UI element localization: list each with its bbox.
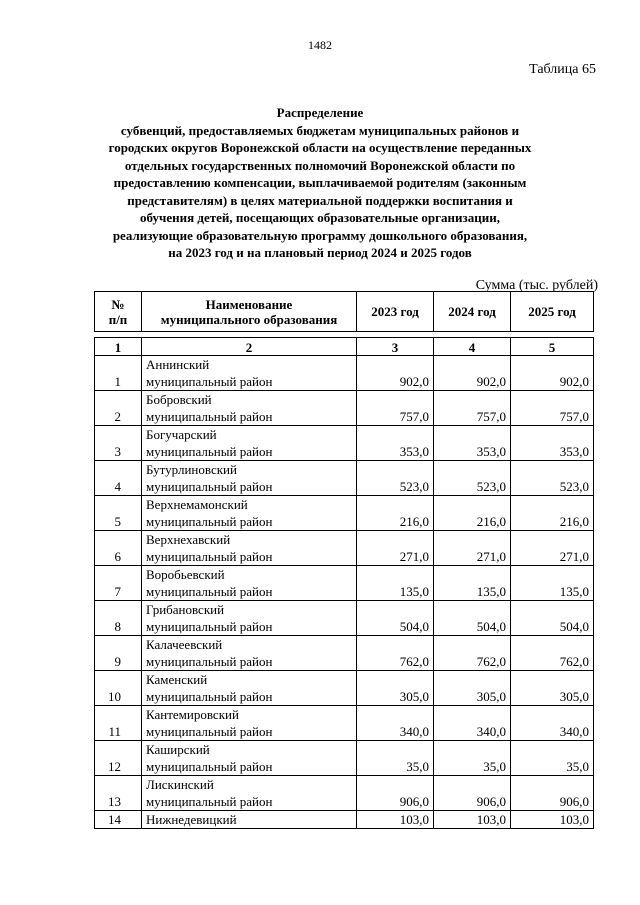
amount-2024: 340,0 — [434, 706, 511, 741]
amount-2025: 135,0 — [511, 566, 594, 601]
municipality-name-line2: муниципальный район — [146, 514, 273, 529]
amount-2025: 35,0 — [511, 741, 594, 776]
amount-2023: 35,0 — [357, 741, 434, 776]
municipality-name — [142, 776, 357, 811]
municipality-name-line1: Кантемировский — [146, 707, 239, 722]
municipality-name-line1: Лискинский — [146, 777, 214, 792]
amount-2025: 103,0 — [511, 811, 594, 829]
table-row — [95, 601, 594, 636]
amount-2023: 757,0 — [357, 391, 434, 426]
municipality-name-line2: муниципальный район — [146, 654, 273, 669]
title-line: на 2023 год и на плановый период 2024 и 2025 годов — [168, 245, 472, 260]
column-number: 4 — [434, 338, 511, 356]
amount-2023: 762,0 — [357, 636, 434, 671]
municipality-name-line1: Каменский — [146, 672, 208, 687]
header-no-line1: № — [111, 297, 125, 312]
municipality-name-line2: муниципальный район — [146, 374, 273, 389]
municipality-name — [142, 566, 357, 601]
title-line: представителям) в целях материальной поддержки воспитания и — [127, 192, 513, 208]
table-row — [95, 391, 594, 426]
amount-2023: 216,0 — [357, 496, 434, 531]
column-number: 2 — [142, 338, 357, 356]
municipality-name-line2: муниципальный район — [146, 584, 273, 599]
table-row — [95, 566, 594, 601]
row-number: 7 — [95, 566, 142, 601]
municipality-name — [142, 461, 357, 496]
column-numbers-row — [95, 338, 594, 356]
amount-2023: 906,0 — [357, 776, 434, 811]
municipality-name-line1: Каширский — [146, 742, 210, 757]
amount-2023: 353,0 — [357, 426, 434, 461]
municipality-name-line1: Верхнемамонский — [146, 497, 248, 512]
amount-2024: 305,0 — [434, 671, 511, 706]
municipality-name — [142, 391, 357, 426]
amount-2024: 35,0 — [434, 741, 511, 776]
municipality-name-line2: муниципальный район — [146, 479, 273, 494]
header-2025: 2025 год — [511, 292, 594, 332]
header-2024: 2024 год — [434, 292, 511, 332]
row-number: 14 — [95, 811, 142, 829]
municipality-name — [142, 741, 357, 776]
amount-2024: 103,0 — [434, 811, 511, 829]
municipality-name-line2: муниципальный район — [146, 724, 273, 739]
table-row — [95, 461, 594, 496]
municipality-name-line1: Бобровский — [146, 392, 212, 407]
municipality-name — [142, 531, 357, 566]
municipality-name-line2: муниципальный район — [146, 409, 273, 424]
table-row — [95, 741, 594, 776]
header-name — [142, 292, 357, 332]
amount-2024: 902,0 — [434, 356, 511, 391]
amount-2025: 762,0 — [511, 636, 594, 671]
municipality-name-line1: Грибановский — [146, 602, 225, 617]
table-label: Таблица 65 — [529, 62, 596, 77]
amount-2024: 906,0 — [434, 776, 511, 811]
municipality-name-line2: муниципальный район — [146, 759, 273, 774]
amount-2023: 305,0 — [357, 671, 434, 706]
table-row — [95, 531, 594, 566]
title-line: субвенций, предоставляемых бюджетам муниципальных районов и — [120, 122, 520, 138]
amount-2025: 523,0 — [511, 461, 594, 496]
amount-2024: 523,0 — [434, 461, 511, 496]
amount-2025: 757,0 — [511, 391, 594, 426]
municipality-name-line2: муниципальный район — [146, 794, 273, 809]
amount-2024: 757,0 — [434, 391, 511, 426]
amount-2025: 305,0 — [511, 671, 594, 706]
municipality-name — [142, 671, 357, 706]
table-row — [95, 636, 594, 671]
amount-2025: 504,0 — [511, 601, 594, 636]
amount-2024: 271,0 — [434, 531, 511, 566]
municipality-name: Нижнедевицкий — [142, 811, 357, 829]
table-row — [95, 776, 594, 811]
amount-2023: 271,0 — [357, 531, 434, 566]
municipality-name — [142, 426, 357, 461]
table-row — [95, 811, 594, 829]
title-line: обучения детей, посещающих образовательные организации, — [140, 210, 500, 225]
row-number: 3 — [95, 426, 142, 461]
amount-2024: 216,0 — [434, 496, 511, 531]
header-name-line2: муниципального образования — [160, 312, 338, 327]
row-number: 11 — [95, 706, 142, 741]
amount-2024: 504,0 — [434, 601, 511, 636]
amount-2025: 340,0 — [511, 706, 594, 741]
row-number: 8 — [95, 601, 142, 636]
title-line: реализующие образовательную программу дошкольного образования, — [112, 227, 528, 243]
municipality-name-line1: Воробьевский — [146, 567, 225, 582]
municipality-name-line2: муниципальный район — [146, 549, 273, 564]
municipality-name — [142, 601, 357, 636]
title-line: городских округов Воронежской области на осуществление переданных — [108, 140, 532, 155]
amount-2023: 135,0 — [357, 566, 434, 601]
amount-2023: 523,0 — [357, 461, 434, 496]
municipality-name-line2: муниципальный район — [146, 689, 273, 704]
table-row — [95, 706, 594, 741]
amount-2024: 762,0 — [434, 636, 511, 671]
municipality-name-line1: Калачеевский — [146, 637, 223, 652]
row-number: 12 — [95, 741, 142, 776]
table-row — [95, 496, 594, 531]
column-number: 3 — [357, 338, 434, 356]
document-title — [90, 104, 550, 262]
municipality-name-line2: муниципальный район — [146, 619, 273, 634]
column-number: 1 — [95, 338, 142, 356]
amount-2023: 103,0 — [357, 811, 434, 829]
header-no-line2: п/п — [108, 312, 128, 327]
column-number: 5 — [511, 338, 594, 356]
row-number: 6 — [95, 531, 142, 566]
amount-2025: 216,0 — [511, 496, 594, 531]
municipality-name-line1: Верхнехавский — [146, 532, 231, 547]
header-2023: 2023 год — [357, 292, 434, 332]
row-number: 4 — [95, 461, 142, 496]
table-row — [95, 426, 594, 461]
amount-2023: 340,0 — [357, 706, 434, 741]
municipality-name — [142, 496, 357, 531]
municipality-name-line1: Аннинский — [146, 357, 210, 372]
units-label: Сумма (тыс. рублей) — [475, 278, 598, 293]
municipality-name-line1: Богучарский — [146, 427, 217, 442]
amount-2023: 902,0 — [357, 356, 434, 391]
title-line: предоставлению компенсации, выплачиваемой родителям (законным — [113, 175, 527, 190]
municipality-name — [142, 636, 357, 671]
municipality-name-line2: муниципальный район — [146, 444, 273, 459]
row-number: 13 — [95, 776, 142, 811]
table-row — [95, 671, 594, 706]
row-number: 1 — [95, 356, 142, 391]
title-line: Распределение — [276, 105, 364, 120]
title-line: отдельных государственных полномочий Воронежской области по — [124, 157, 516, 173]
amount-2024: 135,0 — [434, 566, 511, 601]
amount-2025: 906,0 — [511, 776, 594, 811]
header-row — [95, 292, 594, 332]
row-number: 2 — [95, 391, 142, 426]
page-number: 1482 — [308, 38, 332, 52]
municipality-name — [142, 356, 357, 391]
header-no — [95, 292, 142, 332]
row-number: 5 — [95, 496, 142, 531]
distribution-table — [94, 291, 594, 829]
table-row — [95, 356, 594, 391]
amount-2025: 353,0 — [511, 426, 594, 461]
amount-2024: 353,0 — [434, 426, 511, 461]
header-name-line1: Наименование — [205, 297, 293, 312]
amount-2025: 902,0 — [511, 356, 594, 391]
municipality-name-line1: Бутурлиновский — [146, 462, 237, 477]
municipality-name — [142, 706, 357, 741]
row-number: 10 — [95, 671, 142, 706]
amount-2023: 504,0 — [357, 601, 434, 636]
amount-2025: 271,0 — [511, 531, 594, 566]
row-number: 9 — [95, 636, 142, 671]
